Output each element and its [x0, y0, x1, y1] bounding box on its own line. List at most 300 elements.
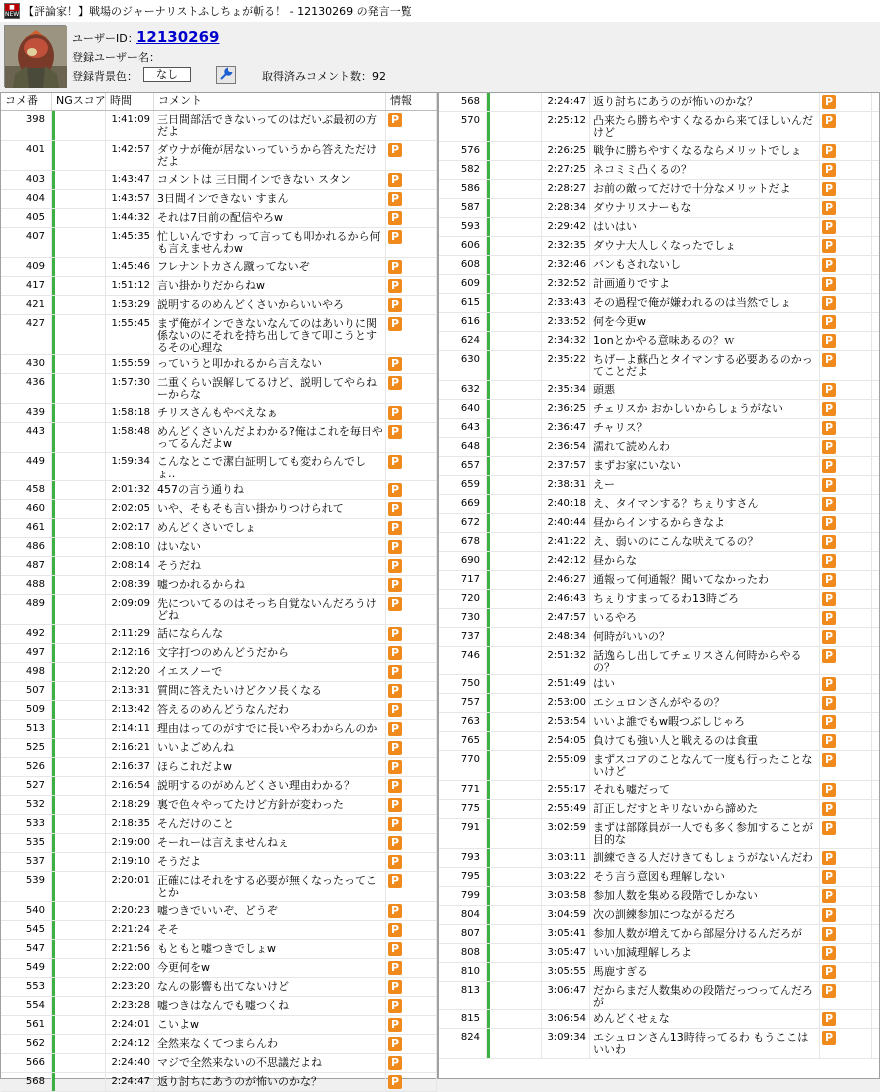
- table-row[interactable]: [439, 476, 879, 495]
- comment-text: 返り討ちにあうのが怖いのかな？: [590, 93, 820, 111]
- info-cell: [386, 404, 437, 422]
- table-row[interactable]: [439, 313, 879, 332]
- profile-icon[interactable]: P: [388, 578, 402, 592]
- table-row[interactable]: [439, 694, 879, 713]
- info-cell: [820, 457, 872, 475]
- profile-icon[interactable]: P: [822, 402, 836, 416]
- info-cell: [386, 374, 437, 403]
- comment-number: 586: [439, 180, 487, 198]
- profile-icon[interactable]: P: [822, 908, 836, 922]
- table-row[interactable]: [1, 1035, 437, 1054]
- ng-score-bar: [487, 694, 490, 712]
- profile-icon[interactable]: P: [822, 965, 836, 979]
- info-cell: [820, 476, 872, 494]
- profile-icon[interactable]: P: [822, 889, 836, 903]
- info-cell: [386, 625, 437, 643]
- ng-score: [487, 675, 542, 693]
- table-row[interactable]: [1, 228, 437, 258]
- table-row[interactable]: [1, 374, 437, 404]
- ng-score-bar: [52, 834, 55, 852]
- info-cell: [386, 777, 437, 795]
- comment-number: 533: [1, 815, 52, 833]
- table-row[interactable]: [439, 237, 879, 256]
- profile-icon[interactable]: P: [388, 317, 402, 331]
- info-cell: [386, 228, 437, 257]
- comment-text: もともと嘘つきでしょw: [154, 940, 386, 958]
- profile-icon[interactable]: P: [822, 239, 836, 253]
- comment-text: 説明するのがめんどくさい理由わかる？: [154, 777, 386, 795]
- color-picker-button[interactable]: [216, 66, 236, 84]
- comment-text: なんの影響も出てないけど: [154, 978, 386, 996]
- comment-number: 513: [1, 720, 52, 738]
- table-row[interactable]: [1, 1073, 437, 1092]
- comment-time: 2:51:32: [542, 647, 590, 674]
- profile-icon[interactable]: P: [822, 182, 836, 196]
- ng-score-bar: [52, 1035, 55, 1053]
- table-row[interactable]: [439, 647, 879, 675]
- table-row[interactable]: [1, 557, 437, 576]
- profile-icon[interactable]: P: [388, 1018, 402, 1032]
- table-row[interactable]: [1, 453, 437, 481]
- profile-icon[interactable]: P: [388, 741, 402, 755]
- profile-icon[interactable]: P: [388, 923, 402, 937]
- comment-time: 2:51:49: [542, 675, 590, 693]
- column-header-info[interactable]: 情報: [386, 93, 437, 110]
- comment-text: ダウナリスナーもな: [590, 199, 820, 217]
- table-row[interactable]: [1, 277, 437, 296]
- table-row[interactable]: [1, 834, 437, 853]
- ng-score-bar: [487, 180, 490, 198]
- table-row[interactable]: [439, 944, 879, 963]
- table-row[interactable]: [1, 959, 437, 978]
- profile-icon[interactable]: P: [388, 684, 402, 698]
- profile-icon[interactable]: P: [822, 144, 836, 158]
- profile-icon[interactable]: P: [822, 821, 836, 835]
- table-row[interactable]: [439, 400, 879, 419]
- table-row[interactable]: [439, 675, 879, 694]
- profile-icon[interactable]: P: [822, 630, 836, 644]
- table-row[interactable]: [1, 171, 437, 190]
- table-row[interactable]: [439, 93, 879, 112]
- comment-number: 405: [1, 209, 52, 227]
- table-row[interactable]: [439, 963, 879, 982]
- table-row[interactable]: [439, 199, 879, 218]
- ng-score-bar: [487, 944, 490, 962]
- profile-icon[interactable]: P: [388, 722, 402, 736]
- info-cell: [820, 438, 872, 456]
- ng-score-bar: [52, 111, 55, 140]
- comment-text: まずスコアのことなんて一度も行ったことないけど: [590, 751, 820, 780]
- ng-score: [487, 819, 542, 848]
- info-cell: [386, 815, 437, 833]
- comment-time: 2:32:52: [542, 275, 590, 293]
- ng-score: [52, 228, 106, 257]
- column-header-time[interactable]: 時間: [106, 93, 154, 110]
- table-row[interactable]: [1, 111, 437, 141]
- profile-icon[interactable]: P: [388, 376, 402, 390]
- profile-icon[interactable]: P: [822, 611, 836, 625]
- ng-score: [487, 694, 542, 712]
- table-row[interactable]: [439, 887, 879, 906]
- info-cell: [386, 758, 437, 776]
- profile-icon[interactable]: P: [822, 95, 836, 109]
- ng-score-bar: [487, 849, 490, 867]
- profile-icon[interactable]: P: [822, 315, 836, 329]
- profile-icon[interactable]: P: [388, 279, 402, 293]
- profile-icon[interactable]: P: [388, 665, 402, 679]
- profile-icon[interactable]: P: [822, 783, 836, 797]
- comment-number: 657: [439, 457, 487, 475]
- comment-time: 1:43:47: [106, 171, 154, 189]
- table-row[interactable]: [1, 576, 437, 595]
- profile-icon[interactable]: P: [822, 927, 836, 941]
- profile-icon[interactable]: P: [388, 817, 402, 831]
- table-row[interactable]: [1, 595, 437, 625]
- comment-text: 濡れて読めんわ: [590, 438, 820, 456]
- comment-time: 2:18:29: [106, 796, 154, 814]
- table-row[interactable]: [439, 332, 879, 351]
- comment-time: 2:36:47: [542, 419, 590, 437]
- table-row[interactable]: [439, 849, 879, 868]
- table-row[interactable]: [1, 1054, 437, 1073]
- table-row[interactable]: [439, 381, 879, 400]
- profile-icon[interactable]: P: [388, 260, 402, 274]
- table-row[interactable]: [439, 275, 879, 294]
- profile-icon[interactable]: P: [822, 1012, 836, 1026]
- column-header-comment[interactable]: コメント: [154, 93, 386, 110]
- profile-icon[interactable]: P: [388, 113, 402, 127]
- table-row[interactable]: [1, 872, 437, 902]
- table-row[interactable]: [1, 519, 437, 538]
- table-row[interactable]: [439, 180, 879, 199]
- info-cell: [386, 423, 437, 452]
- table-row[interactable]: [1, 190, 437, 209]
- info-cell: [820, 713, 872, 731]
- profile-icon[interactable]: P: [822, 802, 836, 816]
- table-row[interactable]: [1, 663, 437, 682]
- ng-score: [52, 500, 106, 518]
- profile-icon[interactable]: P: [388, 798, 402, 812]
- profile-icon[interactable]: P: [388, 173, 402, 187]
- profile-icon[interactable]: P: [822, 696, 836, 710]
- profile-icon[interactable]: P: [822, 1031, 836, 1045]
- table-row[interactable]: [439, 781, 879, 800]
- comment-time: 2:24:01: [106, 1016, 154, 1034]
- table-row[interactable]: [1, 404, 437, 423]
- table-row[interactable]: [439, 819, 879, 849]
- table-row[interactable]: [1, 902, 437, 921]
- profile-icon[interactable]: P: [388, 874, 402, 888]
- comment-text: そうだよ: [154, 853, 386, 871]
- table-row[interactable]: [1, 701, 437, 720]
- ng-score: [487, 180, 542, 198]
- info-cell: [386, 940, 437, 958]
- comment-number: 539: [1, 872, 52, 901]
- table-row[interactable]: [439, 732, 879, 751]
- profile-icon[interactable]: P: [388, 406, 402, 420]
- comment-number: 771: [439, 781, 487, 799]
- profile-icon[interactable]: P: [822, 440, 836, 454]
- table-row[interactable]: [1, 481, 437, 500]
- profile-icon[interactable]: P: [388, 703, 402, 717]
- profile-icon[interactable]: P: [822, 383, 836, 397]
- ng-score-bar: [487, 713, 490, 731]
- table-row[interactable]: [1, 940, 437, 959]
- comment-number: 775: [439, 800, 487, 818]
- table-row[interactable]: [1, 682, 437, 701]
- profile-icon[interactable]: P: [822, 459, 836, 473]
- table-row[interactable]: [1, 423, 437, 453]
- comment-time: 3:09:34: [542, 1029, 590, 1058]
- table-row[interactable]: [439, 609, 879, 628]
- profile-icon[interactable]: P: [388, 942, 402, 956]
- table-row[interactable]: [1, 739, 437, 758]
- table-row[interactable]: [439, 438, 879, 457]
- table-row[interactable]: [439, 533, 879, 552]
- profile-icon[interactable]: P: [388, 1037, 402, 1051]
- comment-number: 609: [439, 275, 487, 293]
- comment-number: 492: [1, 625, 52, 643]
- profile-icon[interactable]: P: [388, 961, 402, 975]
- table-row[interactable]: [439, 868, 879, 887]
- profile-icon[interactable]: P: [822, 677, 836, 691]
- table-row[interactable]: [439, 628, 879, 647]
- profile-icon[interactable]: P: [822, 277, 836, 291]
- comment-time: 2:40:18: [542, 495, 590, 513]
- profile-icon[interactable]: P: [388, 904, 402, 918]
- comment-text: 忙しいんですわ って言っても叩かれるから何も言えませんわw: [154, 228, 386, 257]
- profile-icon[interactable]: P: [822, 516, 836, 530]
- table-row[interactable]: [1, 296, 437, 315]
- profile-icon[interactable]: P: [388, 1056, 402, 1070]
- comment-time: 2:55:17: [542, 781, 590, 799]
- profile-icon[interactable]: P: [822, 353, 836, 367]
- profile-icon[interactable]: P: [822, 497, 836, 511]
- table-row[interactable]: [1, 978, 437, 997]
- profile-icon[interactable]: P: [822, 114, 836, 128]
- table-row[interactable]: [1, 997, 437, 1016]
- ng-score-bar: [52, 595, 55, 624]
- comment-number: 630: [439, 351, 487, 380]
- comment-time: 2:32:35: [542, 237, 590, 255]
- info-cell: [820, 925, 872, 943]
- profile-icon[interactable]: P: [388, 521, 402, 535]
- profile-icon[interactable]: P: [388, 980, 402, 994]
- profile-icon[interactable]: P: [388, 1075, 402, 1089]
- comment-time: 2:21:24: [106, 921, 154, 939]
- ng-score-bar: [52, 355, 55, 373]
- comment-text: 三日間部活できないってのはだいぶ最初の方だよ: [154, 111, 386, 140]
- comment-time: 2:13:42: [106, 701, 154, 719]
- table-row[interactable]: [439, 256, 879, 275]
- profile-icon[interactable]: P: [822, 258, 836, 272]
- table-row[interactable]: [439, 294, 879, 313]
- table-row[interactable]: [1, 853, 437, 872]
- table-row[interactable]: [439, 751, 879, 781]
- profile-icon[interactable]: P: [388, 855, 402, 869]
- comment-number: 606: [439, 237, 487, 255]
- table-row[interactable]: [439, 1010, 879, 1029]
- profile-icon[interactable]: P: [822, 554, 836, 568]
- table-row[interactable]: [439, 800, 879, 819]
- ng-score: [52, 481, 106, 499]
- comment-time: 1:58:18: [106, 404, 154, 422]
- info-cell: [386, 481, 437, 499]
- table-row[interactable]: [439, 514, 879, 533]
- table-row[interactable]: [1, 209, 437, 228]
- table-row[interactable]: [439, 419, 879, 438]
- profile-icon[interactable]: P: [388, 760, 402, 774]
- ng-score-bar: [487, 781, 490, 799]
- profile-icon[interactable]: P: [388, 230, 402, 244]
- table-row[interactable]: [1, 538, 437, 557]
- table-row[interactable]: [1, 500, 437, 519]
- table-row[interactable]: [439, 112, 879, 142]
- comment-number: 403: [1, 171, 52, 189]
- profile-icon[interactable]: P: [822, 715, 836, 729]
- table-row[interactable]: [439, 1029, 879, 1059]
- ng-score: [52, 355, 106, 373]
- info-cell: [820, 868, 872, 886]
- info-cell: [820, 628, 872, 646]
- profile-icon[interactable]: P: [822, 649, 836, 663]
- comment-text: お前の敵ってだけで十分なメリットだよ: [590, 180, 820, 198]
- table-row[interactable]: [439, 142, 879, 161]
- table-row[interactable]: [1, 815, 437, 834]
- table-row[interactable]: [1, 644, 437, 663]
- comment-time: 2:35:34: [542, 381, 590, 399]
- table-row[interactable]: [439, 982, 879, 1010]
- profile-icon[interactable]: P: [822, 984, 836, 998]
- profile-icon[interactable]: P: [388, 357, 402, 371]
- profile-icon[interactable]: P: [822, 851, 836, 865]
- profile-icon[interactable]: P: [388, 559, 402, 573]
- table-row[interactable]: [439, 906, 879, 925]
- profile-icon[interactable]: P: [388, 597, 402, 611]
- table-row[interactable]: [1, 777, 437, 796]
- profile-icon[interactable]: P: [388, 192, 402, 206]
- table-row[interactable]: [1, 720, 437, 739]
- ng-score: [487, 256, 542, 274]
- table-row[interactable]: [1, 921, 437, 940]
- table-row[interactable]: [439, 552, 879, 571]
- ng-score: [52, 940, 106, 958]
- profile-icon[interactable]: P: [388, 779, 402, 793]
- table-row[interactable]: [439, 713, 879, 732]
- info-cell: [820, 112, 872, 141]
- comment-number: 566: [1, 1054, 52, 1072]
- table-row[interactable]: [1, 758, 437, 777]
- profile-icon[interactable]: P: [388, 502, 402, 516]
- profile-icon[interactable]: P: [388, 455, 402, 469]
- comment-time: 1:55:59: [106, 355, 154, 373]
- ng-score-bar: [487, 400, 490, 418]
- table-row[interactable]: [439, 590, 879, 609]
- profile-icon[interactable]: P: [822, 870, 836, 884]
- column-header-num[interactable]: コメ番: [1, 93, 52, 110]
- profile-icon[interactable]: P: [388, 540, 402, 554]
- table-row[interactable]: [439, 925, 879, 944]
- ng-score: [487, 628, 542, 646]
- comment-text: いいよ誰でもw暇つぶしじゃろ: [590, 713, 820, 731]
- comment-number: 449: [1, 453, 52, 480]
- comment-text: フレナントカさん蹴ってないぞ: [154, 258, 386, 276]
- profile-icon[interactable]: P: [388, 143, 402, 157]
- profile-icon[interactable]: P: [388, 627, 402, 641]
- comment-text: チャリス？: [590, 419, 820, 437]
- profile-icon[interactable]: P: [822, 946, 836, 960]
- profile-icon[interactable]: P: [822, 753, 836, 767]
- profile-icon[interactable]: P: [388, 298, 402, 312]
- profile-icon[interactable]: P: [822, 592, 836, 606]
- comment-time: 2:46:43: [542, 590, 590, 608]
- profile-icon[interactable]: P: [822, 296, 836, 310]
- info-cell: [820, 609, 872, 627]
- table-row[interactable]: [439, 495, 879, 514]
- table-row[interactable]: [1, 355, 437, 374]
- profile-icon[interactable]: P: [822, 201, 836, 215]
- ng-score-bar: [487, 256, 490, 274]
- table-row[interactable]: [439, 571, 879, 590]
- profile-icon[interactable]: P: [388, 425, 402, 439]
- comment-text: 二重くらい誤解してるけど、説明してやらねーからな: [154, 374, 386, 403]
- profile-icon[interactable]: P: [388, 999, 402, 1013]
- table-row[interactable]: [439, 161, 879, 180]
- profile-icon[interactable]: P: [388, 483, 402, 497]
- ng-score: [487, 275, 542, 293]
- info-cell: [386, 834, 437, 852]
- ng-score: [487, 351, 542, 380]
- comment-number: 793: [439, 849, 487, 867]
- table-row[interactable]: [1, 796, 437, 815]
- profile-icon[interactable]: P: [822, 334, 836, 348]
- comment-number: 407: [1, 228, 52, 257]
- table-row[interactable]: [1, 141, 437, 171]
- comment-text: そうだね: [154, 557, 386, 575]
- profile-icon[interactable]: P: [822, 573, 836, 587]
- ng-score: [52, 111, 106, 140]
- profile-icon[interactable]: P: [822, 478, 836, 492]
- table-row[interactable]: [439, 218, 879, 237]
- profile-icon[interactable]: P: [822, 421, 836, 435]
- profile-icon[interactable]: P: [822, 734, 836, 748]
- comment-text: ダウナ大人しくなったでしょ: [590, 237, 820, 255]
- profile-icon[interactable]: P: [388, 836, 402, 850]
- comment-text: いや、そもそも言い掛かりつけられて: [154, 500, 386, 518]
- table-row[interactable]: [1, 258, 437, 277]
- profile-icon[interactable]: P: [822, 535, 836, 549]
- wrench-icon: [220, 68, 232, 83]
- comment-time: 1:45:46: [106, 258, 154, 276]
- ng-score: [52, 576, 106, 594]
- profile-icon[interactable]: P: [388, 211, 402, 225]
- profile-icon[interactable]: P: [388, 646, 402, 660]
- ng-score: [52, 796, 106, 814]
- profile-icon[interactable]: P: [822, 220, 836, 234]
- table-row[interactable]: [1, 625, 437, 644]
- user-id-link[interactable]: 12130269: [136, 28, 220, 46]
- comment-text: 今更何をw: [154, 959, 386, 977]
- profile-icon[interactable]: P: [822, 163, 836, 177]
- comment-text: まず俺がインできないなんてのはあいりに関係ないのにそれを持ち出してきて叩こうとするその心理な: [154, 315, 386, 354]
- info-cell: [386, 796, 437, 814]
- table-row[interactable]: [1, 315, 437, 355]
- table-row[interactable]: [439, 457, 879, 476]
- comment-number: 669: [439, 495, 487, 513]
- column-header-ng[interactable]: NGスコア: [52, 93, 106, 110]
- table-row[interactable]: [439, 351, 879, 381]
- table-row[interactable]: [1, 1016, 437, 1035]
